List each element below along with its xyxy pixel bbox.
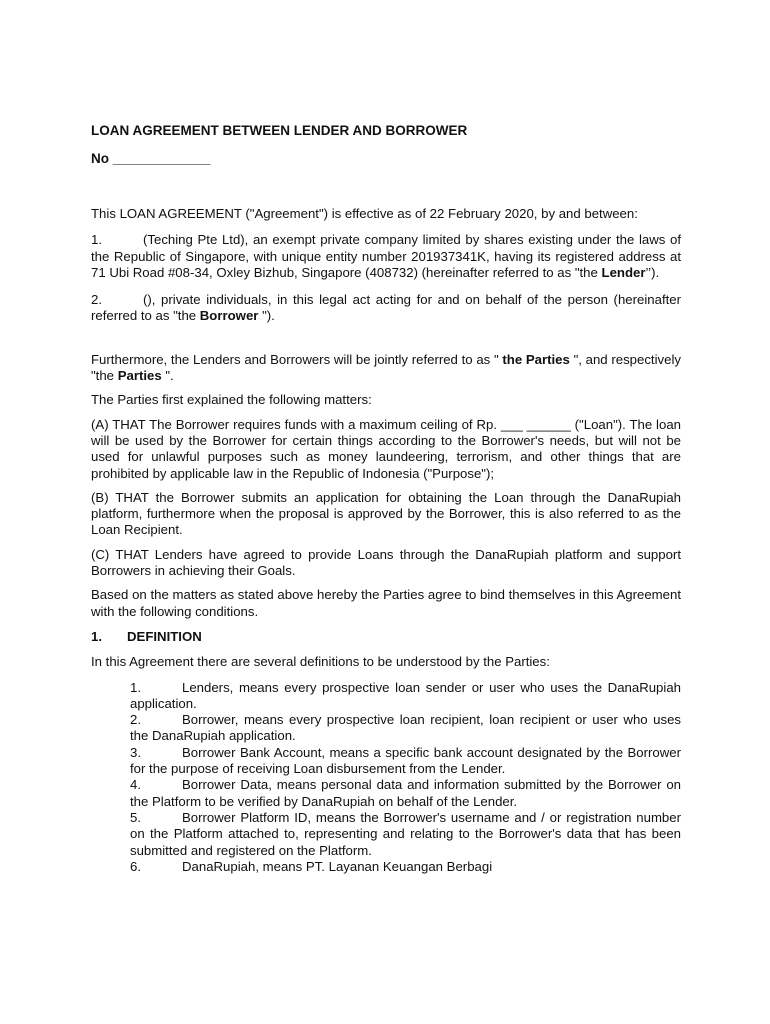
explained-paragraph: The Parties first explained the following matters: bbox=[91, 392, 372, 408]
definitions-intro: In this Agreement there are several definitions to be understood by the Parties: bbox=[91, 654, 550, 670]
party-text: (Teching Pte Ltd), an exempt private company limited by shares existing under the laws of the Republic of Singapore, with unique entity number 201937341K, having its registered address at 71 Ubi Road #08-34, Oxley Bizhub, Singapore (408732) (hereinafter referred to as "the bbox=[91, 232, 681, 280]
joint-reference-paragraph bbox=[91, 352, 681, 385]
list-item-text: Borrower Data, means personal data and information submitted by the Borrower on the Platform to be verified by DanaRupiah on behalf of the Lender. bbox=[130, 777, 681, 809]
list-item-number: 4. bbox=[130, 777, 141, 793]
definitions-list bbox=[130, 680, 681, 876]
party-lender bbox=[91, 232, 681, 281]
clause-a: (A) THAT The Borrower requires funds with a maximum ceiling of Rp. ___ ______ ("Loan"). The loan will be used by the Borrower for certain things according to the Borrower's needs, but will not be used for unlawful purposes such as money laundeering, terrorism, and other things that are prohibited by applicable law in the Republic of Indonesia ("Purpose"); bbox=[91, 416, 681, 481]
document-body bbox=[91, 206, 681, 875]
party-text-end: "). bbox=[258, 308, 275, 324]
party-role: Lender bbox=[601, 264, 646, 280]
document-number: No _____________ bbox=[91, 151, 211, 166]
list-item bbox=[130, 777, 681, 810]
intro-paragraph: This LOAN AGREEMENT ("Agreement") is effective as of 22 February 2020, by and between: bbox=[91, 206, 638, 221]
section-heading-definition bbox=[91, 629, 681, 645]
joint-text-2: ", and respectively "the bbox=[91, 351, 681, 384]
section-title: DEFINITION bbox=[127, 628, 202, 644]
list-item-text: Borrower, means every prospective loan recipient, loan recipient or user who uses the DanaRupiah application. bbox=[130, 712, 681, 744]
list-item bbox=[130, 810, 681, 859]
party-number: 2. bbox=[91, 292, 102, 308]
joint-term-parties-2: Parties bbox=[117, 368, 162, 384]
party-text-end: ’’). bbox=[645, 264, 660, 280]
section-number: 1. bbox=[91, 628, 102, 644]
party-number: 1. bbox=[91, 232, 102, 248]
list-item-number: 6. bbox=[130, 858, 141, 874]
party-borrower bbox=[91, 292, 681, 325]
clause-b: (B) THAT the Borrower submits an application for obtaining the Loan through the DanaRupiah platform, furthermore when the proposal is approved by the Borrower, this is also referred to as the Loan Recipient. bbox=[91, 489, 681, 538]
clause-c: (C) THAT Lenders have agreed to provide Loans through the DanaRupiah platform and support Borrowers in achieving their Goals. bbox=[91, 546, 681, 579]
list-item-text: Borrower Platform ID, means the Borrower's username and / or registration number on the Platform attached to, representing and relating to the Borrower's data that has been submitted and registered on the Platform. bbox=[130, 809, 681, 858]
party-text: (), private individuals, in this legal act acting for and on behalf of the person (hereinafter referred to as "the bbox=[91, 292, 681, 324]
agreement-paragraph: Based on the matters as stated above hereby the Parties agree to bind themselves in this Agreement with the following conditions. bbox=[91, 587, 681, 619]
list-item-number: 3. bbox=[130, 744, 141, 760]
document-title: LOAN AGREEMENT BETWEEN LENDER AND BORROWER bbox=[91, 123, 468, 138]
party-role: Borrower bbox=[199, 308, 259, 324]
list-item-text: Borrower Bank Account, means a specific bank account designated by the Borrower for the purpose of receiving Loan disbursement from the Lender. bbox=[130, 744, 681, 777]
list-item-text: Lenders, means every prospective loan sender or user who uses the DanaRupiah application. bbox=[130, 679, 681, 711]
list-item-number: 1. bbox=[130, 679, 141, 695]
list-item bbox=[130, 859, 681, 875]
list-item-number: 5. bbox=[130, 809, 141, 825]
list-item bbox=[130, 712, 681, 745]
list-item-number: 2. bbox=[130, 712, 141, 728]
joint-text-3: ". bbox=[161, 368, 174, 384]
list-item bbox=[130, 745, 681, 778]
joint-term-parties: the Parties bbox=[498, 351, 570, 367]
list-item-text: DanaRupiah, means PT. Layanan Keuangan Berbagi bbox=[182, 858, 493, 874]
list-item bbox=[130, 680, 681, 713]
joint-text-1: Furthermore, the Lenders and Borrowers will be jointly referred to as " bbox=[91, 351, 499, 367]
